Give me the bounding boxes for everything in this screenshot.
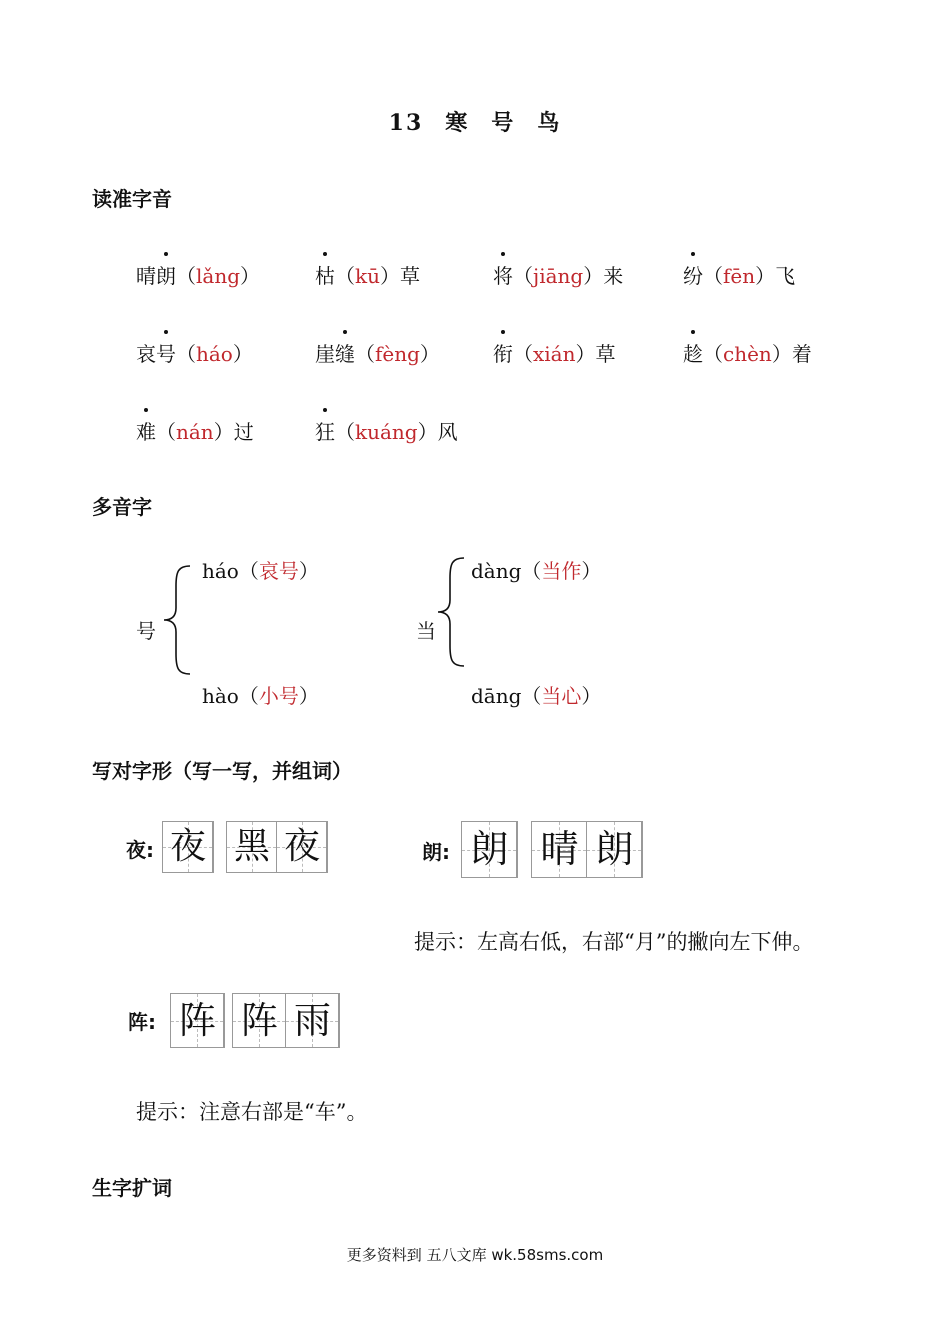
pinyin-item: 崖缝（fèng） — [315, 338, 440, 367]
tip-zhen: 提示：注意右部是“车”。 — [136, 1100, 368, 1124]
grid-char: 阵 — [179, 999, 216, 1042]
grid-char: 朗 — [470, 827, 509, 871]
word-suffix: 风 — [437, 420, 458, 444]
dotted-char: 朗 — [156, 260, 176, 289]
footer-watermark: 更多资料到 五八文库 wk.58sms.com — [346, 1246, 604, 1264]
practice-label-lang: 朗: — [422, 840, 450, 864]
pinyin-item: 纷（fēn）飞 — [683, 260, 795, 289]
section-heading-writing: 写对字形（写一写，并组词） — [92, 759, 352, 783]
example-word: 当作 — [541, 559, 582, 583]
lesson-number: 13 — [388, 110, 424, 136]
grid-char: 黑 — [233, 826, 270, 867]
word-prefix: 晴 — [136, 264, 156, 288]
pinyin-text: kuáng — [355, 420, 418, 444]
pinyin-text: háo — [196, 342, 233, 366]
word-suffix: 草 — [595, 342, 616, 366]
dotted-char: 狂 — [315, 416, 335, 445]
writing-grid-word — [232, 993, 340, 1048]
dotted-char: 纷 — [683, 260, 703, 289]
title-char-2: 号 — [491, 110, 516, 136]
polyphone-char: 号 — [136, 619, 156, 643]
word-suffix: 飞 — [775, 264, 796, 288]
example-word: 哀号 — [258, 559, 299, 583]
grid-char: 阵 — [241, 999, 278, 1042]
pinyin-item: 将（jiāng）来 — [493, 260, 623, 289]
section-heading-pronunciation: 读准字音 — [92, 187, 172, 211]
dotted-char: 缝 — [335, 338, 355, 367]
word-suffix: 来 — [603, 264, 624, 288]
pinyin-item: 晴朗（lǎng） — [136, 260, 260, 289]
writing-grid-word — [226, 821, 328, 873]
polyphone-reading-bottom: dāng（当心） — [471, 684, 602, 708]
example-word: 当心 — [541, 684, 582, 708]
practice-label-zhen: 阵: — [128, 1010, 156, 1034]
title-char-1: 寒 — [445, 110, 470, 136]
pinyin-text: fēn — [723, 264, 756, 288]
pinyin-text: kū — [355, 264, 380, 288]
pinyin-text: háo — [202, 559, 239, 583]
pinyin-text: xián — [533, 342, 576, 366]
grid-char: 朗 — [595, 827, 634, 871]
writing-grid-single — [162, 821, 214, 873]
title-char-3: 鸟 — [537, 110, 562, 136]
writing-grid-word — [531, 821, 643, 878]
word-suffix: 着 — [791, 342, 812, 366]
dotted-char: 号 — [156, 338, 176, 367]
section-heading-expand: 生字扩词 — [92, 1176, 172, 1200]
pinyin-text: dāng — [471, 684, 522, 708]
polyphone-reading-top: dàng（当作） — [471, 559, 602, 583]
tip-lang: 提示：左高右低，右部“月”的撇向左下伸。 — [414, 930, 814, 954]
pinyin-item: 枯（kū）草 — [315, 260, 420, 289]
grid-char: 晴 — [540, 827, 579, 871]
dotted-char: 难 — [136, 416, 156, 445]
left-brace-icon — [162, 564, 202, 676]
polyphone-reading-bottom: hào（小号） — [202, 684, 319, 708]
pinyin-item: 趁（chèn）着 — [683, 338, 812, 367]
writing-grid-single — [170, 993, 225, 1048]
page-title — [0, 106, 950, 137]
pinyin-item: 狂（kuáng）风 — [315, 416, 458, 445]
pinyin-item: 哀号（háo） — [136, 338, 253, 367]
pinyin-text: hào — [202, 684, 239, 708]
writing-grid-single — [461, 821, 518, 878]
left-brace-icon — [436, 556, 476, 668]
dotted-char: 衔 — [493, 338, 513, 367]
pinyin-text: nán — [176, 420, 214, 444]
dotted-char: 趁 — [683, 338, 703, 367]
polyphone-char: 当 — [416, 619, 436, 643]
pinyin-text: fèng — [375, 342, 420, 366]
grid-char: 夜 — [283, 826, 320, 867]
practice-label-ye: 夜: — [126, 838, 154, 862]
grid-char: 夜 — [169, 826, 206, 867]
pinyin-text: chèn — [723, 342, 772, 366]
dotted-char: 枯 — [315, 260, 335, 289]
pinyin-text: lǎng — [196, 264, 241, 288]
dotted-char: 将 — [493, 260, 513, 289]
polyphone-reading-top: háo（哀号） — [202, 559, 319, 583]
pinyin-item: 衔（xián）草 — [493, 338, 615, 367]
section-heading-polyphone: 多音字 — [92, 495, 152, 519]
pinyin-text: dàng — [471, 559, 522, 583]
word-prefix: 崖 — [315, 342, 335, 366]
word-prefix: 哀 — [136, 342, 156, 366]
pinyin-item: 难（nán）过 — [136, 416, 254, 445]
word-suffix: 过 — [233, 420, 254, 444]
grid-char: 雨 — [294, 999, 331, 1042]
example-word: 小号 — [258, 684, 299, 708]
pinyin-text: jiāng — [533, 264, 584, 288]
word-suffix: 草 — [400, 264, 420, 288]
